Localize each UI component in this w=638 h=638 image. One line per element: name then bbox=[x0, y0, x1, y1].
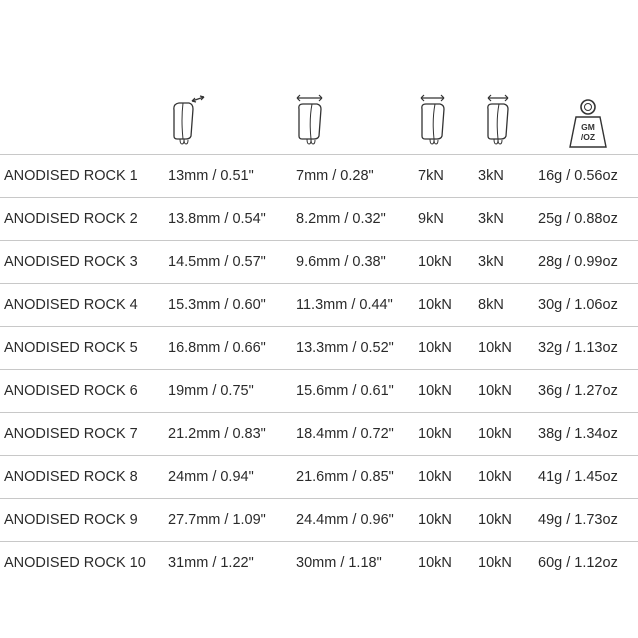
weight-cell: 41g / 1.45oz bbox=[538, 469, 618, 485]
minor-axis-strength-cell: 10kN bbox=[478, 512, 512, 528]
major-axis-strength-cell: 10kN bbox=[418, 297, 452, 313]
nut-width-icon bbox=[168, 92, 218, 152]
product-name-cell: ANODISED ROCK 10 bbox=[4, 555, 146, 571]
width-cell: 21.2mm / 0.83" bbox=[168, 426, 266, 442]
width-cell: 16.8mm / 0.66" bbox=[168, 340, 266, 356]
depth-cell: 8.2mm / 0.32" bbox=[296, 211, 386, 227]
depth-cell: 18.4mm / 0.72" bbox=[296, 426, 394, 442]
depth-cell: 9.6mm / 0.38" bbox=[296, 254, 386, 270]
depth-cell: 7mm / 0.28" bbox=[296, 168, 374, 184]
width-cell: 13.8mm / 0.54" bbox=[168, 211, 266, 227]
major-axis-strength-cell: 10kN bbox=[418, 512, 452, 528]
major-axis-strength-cell: 10kN bbox=[418, 555, 452, 571]
depth-cell: 13.3mm / 0.52" bbox=[296, 340, 394, 356]
weight-cell: 49g / 1.73oz bbox=[538, 512, 618, 528]
width-cell: 15.3mm / 0.60" bbox=[168, 297, 266, 313]
product-name-cell: ANODISED ROCK 6 bbox=[4, 383, 138, 399]
depth-cell: 21.6mm / 0.85" bbox=[296, 469, 394, 485]
weight-cell: 25g / 0.88oz bbox=[538, 211, 618, 227]
major-axis-strength-cell: 7kN bbox=[418, 168, 444, 184]
width-cell: 24mm / 0.94" bbox=[168, 469, 254, 485]
weight-cell: 30g / 1.06oz bbox=[538, 297, 618, 313]
major-axis-strength-cell: 10kN bbox=[418, 469, 452, 485]
product-name-cell: ANODISED ROCK 7 bbox=[4, 426, 138, 442]
product-name-cell: ANODISED ROCK 3 bbox=[4, 254, 138, 270]
table-row bbox=[0, 283, 638, 326]
minor-axis-strength-cell: 10kN bbox=[478, 383, 512, 399]
table-row bbox=[0, 369, 638, 412]
minor-axis-strength-cell: 10kN bbox=[478, 426, 512, 442]
width-cell: 14.5mm / 0.57" bbox=[168, 254, 266, 270]
table-row bbox=[0, 197, 638, 240]
table-row bbox=[0, 154, 638, 197]
table-row bbox=[0, 326, 638, 369]
minor-axis-strength-cell: 10kN bbox=[478, 469, 512, 485]
table-row bbox=[0, 498, 638, 541]
major-axis-strength-cell: 10kN bbox=[418, 426, 452, 442]
minor-axis-strength-cell: 3kN bbox=[478, 254, 504, 270]
strength-major-axis-icon bbox=[412, 92, 462, 152]
table-row bbox=[0, 412, 638, 455]
major-axis-strength-cell: 10kN bbox=[418, 383, 452, 399]
width-cell: 13mm / 0.51" bbox=[168, 168, 254, 184]
weight-cell: 32g / 1.13oz bbox=[538, 340, 618, 356]
major-axis-strength-cell: 10kN bbox=[418, 254, 452, 270]
minor-axis-strength-cell: 10kN bbox=[478, 340, 512, 356]
width-cell: 19mm / 0.75" bbox=[168, 383, 254, 399]
table-row bbox=[0, 455, 638, 498]
major-axis-strength-cell: 9kN bbox=[418, 211, 444, 227]
depth-cell: 15.6mm / 0.61" bbox=[296, 383, 394, 399]
weight-cell: 16g / 0.56oz bbox=[538, 168, 618, 184]
weight-cell: 60g / 1.12oz bbox=[538, 555, 618, 571]
spec-table bbox=[0, 154, 638, 584]
weight-icon-label-top: GM bbox=[581, 122, 595, 132]
table-row bbox=[0, 240, 638, 283]
product-name-cell: ANODISED ROCK 2 bbox=[4, 211, 138, 227]
product-name-cell: ANODISED ROCK 5 bbox=[4, 340, 138, 356]
depth-cell: 30mm / 1.18" bbox=[296, 555, 382, 571]
width-cell: 31mm / 1.22" bbox=[168, 555, 254, 571]
depth-cell: 11.3mm / 0.44" bbox=[296, 297, 393, 313]
nut-depth-icon bbox=[290, 92, 340, 152]
table-row bbox=[0, 541, 638, 584]
product-name-cell: ANODISED ROCK 8 bbox=[4, 469, 138, 485]
product-name-cell: ANODISED ROCK 4 bbox=[4, 297, 138, 313]
product-name-cell: ANODISED ROCK 9 bbox=[4, 512, 138, 528]
product-name-cell: ANODISED ROCK 1 bbox=[4, 168, 138, 184]
minor-axis-strength-cell: 3kN bbox=[478, 168, 504, 184]
minor-axis-strength-cell: 8kN bbox=[478, 297, 504, 313]
depth-cell: 24.4mm / 0.96" bbox=[296, 512, 394, 528]
weight-icon-label-bottom: /OZ bbox=[580, 132, 596, 142]
weight-icon bbox=[566, 92, 616, 152]
weight-cell: 38g / 1.34oz bbox=[538, 426, 618, 442]
major-axis-strength-cell: 10kN bbox=[418, 340, 452, 356]
strength-minor-axis-icon bbox=[480, 92, 530, 152]
width-cell: 27.7mm / 1.09" bbox=[168, 512, 266, 528]
minor-axis-strength-cell: 10kN bbox=[478, 555, 512, 571]
column-header-icons bbox=[0, 92, 638, 152]
weight-cell: 28g / 0.99oz bbox=[538, 254, 618, 270]
minor-axis-strength-cell: 3kN bbox=[478, 211, 504, 227]
weight-cell: 36g / 1.27oz bbox=[538, 383, 618, 399]
